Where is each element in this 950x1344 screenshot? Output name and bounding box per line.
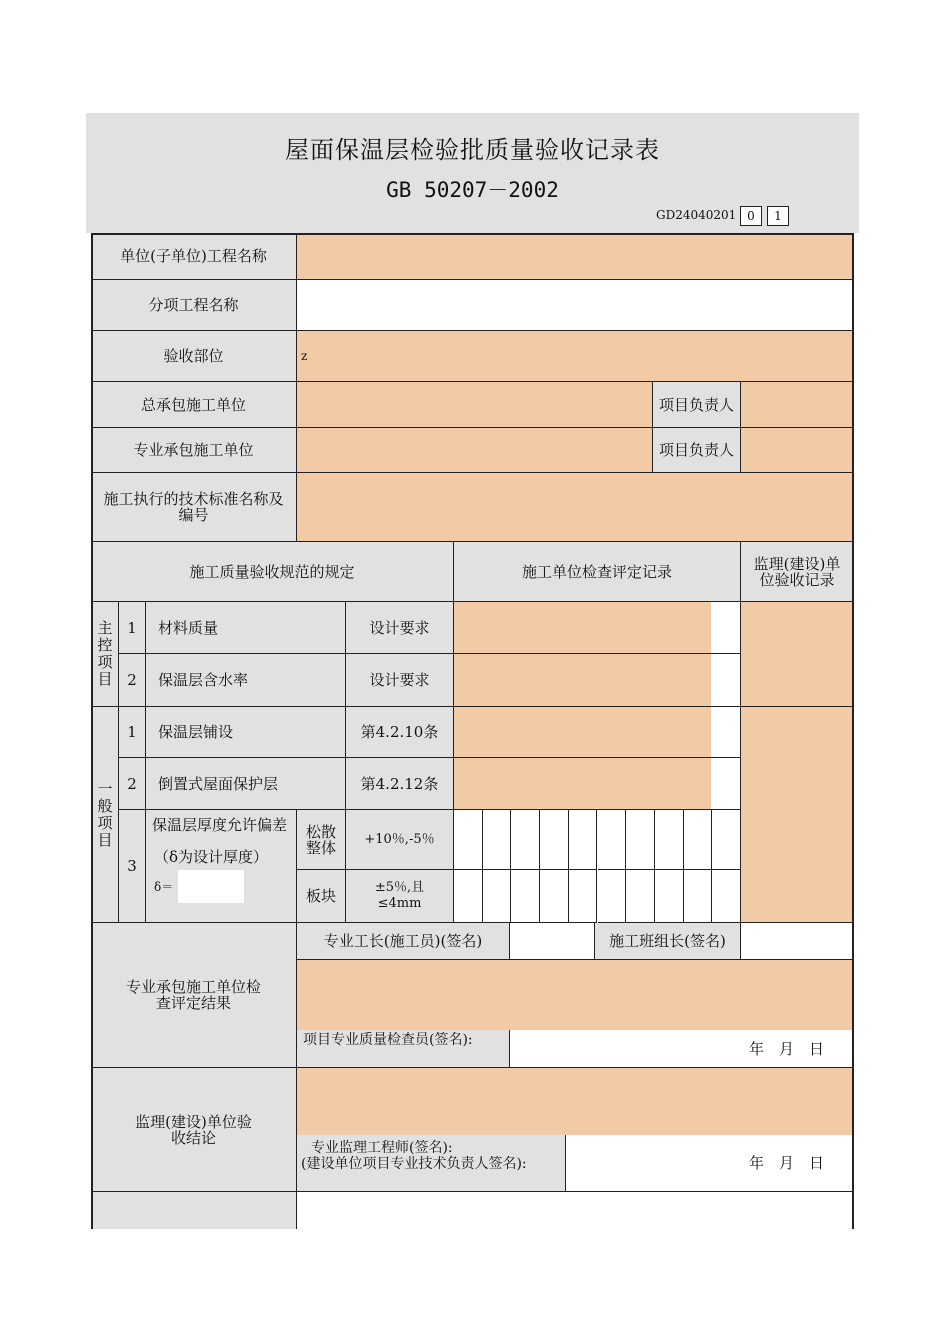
general-item-2-requirement: 第4.2.12条 [346, 758, 454, 810]
project-manager-label-1: 项目负责人 [653, 382, 741, 428]
form-title: 屋面保温层检验批质量验收记录表 [285, 136, 660, 164]
block-label: 板块 [297, 870, 346, 923]
general-item-1-check-extra[interactable] [711, 707, 741, 758]
measurement-cell[interactable] [684, 810, 713, 870]
measurement-cell[interactable] [655, 870, 684, 923]
measurement-cell[interactable] [454, 810, 483, 870]
form-code: GD24040201 [656, 208, 737, 222]
subproject-input[interactable] [297, 280, 854, 331]
project-manager-input-1[interactable] [741, 382, 854, 428]
main-item-2-requirement: 设计要求 [346, 654, 454, 707]
measurement-cell[interactable] [483, 870, 512, 923]
code-box-2[interactable]: 1 [767, 206, 789, 226]
general-item-2-no: 2 [119, 758, 146, 810]
measurement-cell[interactable] [540, 810, 569, 870]
measurement-cell[interactable] [712, 870, 741, 923]
general-contractor-label: 总承包施工单位 [91, 382, 297, 428]
delta-input[interactable] [178, 870, 244, 903]
acceptance-part-input[interactable]: z [297, 331, 854, 382]
main-item-2-check-extra[interactable] [711, 654, 741, 707]
supervisor-date[interactable]: 年 月 日 [566, 1135, 854, 1192]
loose-value: +10％,-5％ [346, 810, 454, 870]
general-items-supervisor-input[interactable] [741, 707, 854, 923]
tech-standard-input[interactable] [297, 473, 854, 542]
main-item-1-check-input[interactable] [454, 602, 711, 654]
team-leader-label: 施工班组长(签名) [595, 923, 741, 960]
main-control-supervisor-input[interactable] [741, 602, 854, 707]
measurement-cell[interactable] [540, 870, 569, 923]
tech-standard-label: 施工执行的技术标准名称及编号 [91, 473, 297, 542]
general-item-1-requirement: 第4.2.10条 [346, 707, 454, 758]
delta-label: δ＝ [154, 880, 174, 894]
main-item-1-no: 1 [119, 602, 146, 654]
project-manager-label-2: 项目负责人 [653, 428, 741, 473]
owner-rep-label: (建设单位项目专业技术负责人签名): [301, 1156, 527, 1172]
measurement-cell[interactable] [483, 810, 512, 870]
specialty-contractor-input[interactable] [297, 428, 653, 473]
contractor-check-header: 施工单位检查评定记录 [454, 542, 741, 602]
general-contractor-input[interactable] [297, 382, 653, 428]
main-control-label: 主控项目 [91, 602, 119, 707]
general-item-3-no: 3 [119, 810, 146, 923]
contractor-result-input[interactable] [297, 960, 854, 1030]
general-item-2-name: 倒置式屋面保护层 [146, 758, 346, 810]
measurement-cell[interactable] [598, 810, 627, 870]
general-item-1-no: 1 [119, 707, 146, 758]
inspector-label: 项目专业质量检查员(签名): [297, 1030, 510, 1068]
specialty-contractor-label: 专业承包施工单位 [91, 428, 297, 473]
contractor-result-label: 专业承包施工单位检查评定结果 [91, 923, 297, 1068]
main-item-1-requirement: 设计要求 [346, 602, 454, 654]
measurement-cell[interactable] [684, 870, 713, 923]
measurement-cell[interactable] [454, 870, 483, 923]
contractor-date[interactable]: 年 月 日 [510, 1030, 854, 1068]
standard-number: GB 50207－2002 [386, 178, 559, 202]
main-item-2-no: 2 [119, 654, 146, 707]
team-leader-input[interactable] [741, 923, 854, 960]
measurement-cell[interactable] [655, 810, 684, 870]
supervisor-record-header: 监理(建设)单位验收记录 [741, 542, 854, 602]
code-box-1[interactable]: 0 [740, 206, 762, 226]
general-item-1-name: 保温层铺设 [146, 707, 346, 758]
general-item-2-check-extra[interactable] [711, 758, 741, 810]
measurement-cell[interactable] [626, 870, 655, 923]
subproject-label: 分项工程名称 [91, 280, 297, 331]
engineer-label: 专业监理工程师(签名): [311, 1140, 453, 1156]
general-item-3-name: 保温层厚度允许偏差 [152, 816, 288, 834]
measurement-cell[interactable] [511, 870, 540, 923]
measurement-cell[interactable] [569, 870, 598, 923]
unit-project-input[interactable] [297, 233, 854, 280]
main-item-1-name: 材料质量 [146, 602, 346, 654]
measurement-cell[interactable] [598, 870, 627, 923]
trailing-row-label [91, 1192, 297, 1229]
measurement-cell[interactable] [511, 810, 540, 870]
main-item-2-name: 保温层含水率 [146, 654, 346, 707]
supervisor-conclusion-label: 监理(建设)单位验收结论 [91, 1068, 297, 1192]
foreman-label: 专业工长(施工员)(签名) [297, 923, 510, 960]
measurement-cell[interactable] [712, 810, 741, 870]
general-item-1-check-input[interactable] [454, 707, 711, 758]
spec-rules-header: 施工质量验收规范的规定 [91, 542, 454, 602]
unit-project-label: 单位(子单位)工程名称 [91, 233, 297, 280]
trailing-row-input[interactable] [297, 1192, 854, 1229]
foreman-input[interactable] [510, 923, 595, 960]
general-item-3-note: （δ为设计厚度） [154, 848, 269, 866]
measurement-cell[interactable] [626, 810, 655, 870]
measurement-cell[interactable] [569, 810, 598, 870]
acceptance-part-label: 验收部位 [91, 331, 297, 382]
project-manager-input-2[interactable] [741, 428, 854, 473]
block-value: ±5％,且≤4mm [346, 870, 454, 923]
loose-label: 松散整体 [297, 810, 346, 870]
supervisor-conclusion-input[interactable] [297, 1068, 854, 1135]
engineer-signature-block [297, 1135, 566, 1192]
main-item-1-check-extra[interactable] [711, 602, 741, 654]
main-item-2-check-input[interactable] [454, 654, 711, 707]
general-item-3-block [146, 810, 297, 923]
general-item-2-check-input[interactable] [454, 758, 711, 810]
general-items-label: 一般项目 [91, 707, 119, 923]
